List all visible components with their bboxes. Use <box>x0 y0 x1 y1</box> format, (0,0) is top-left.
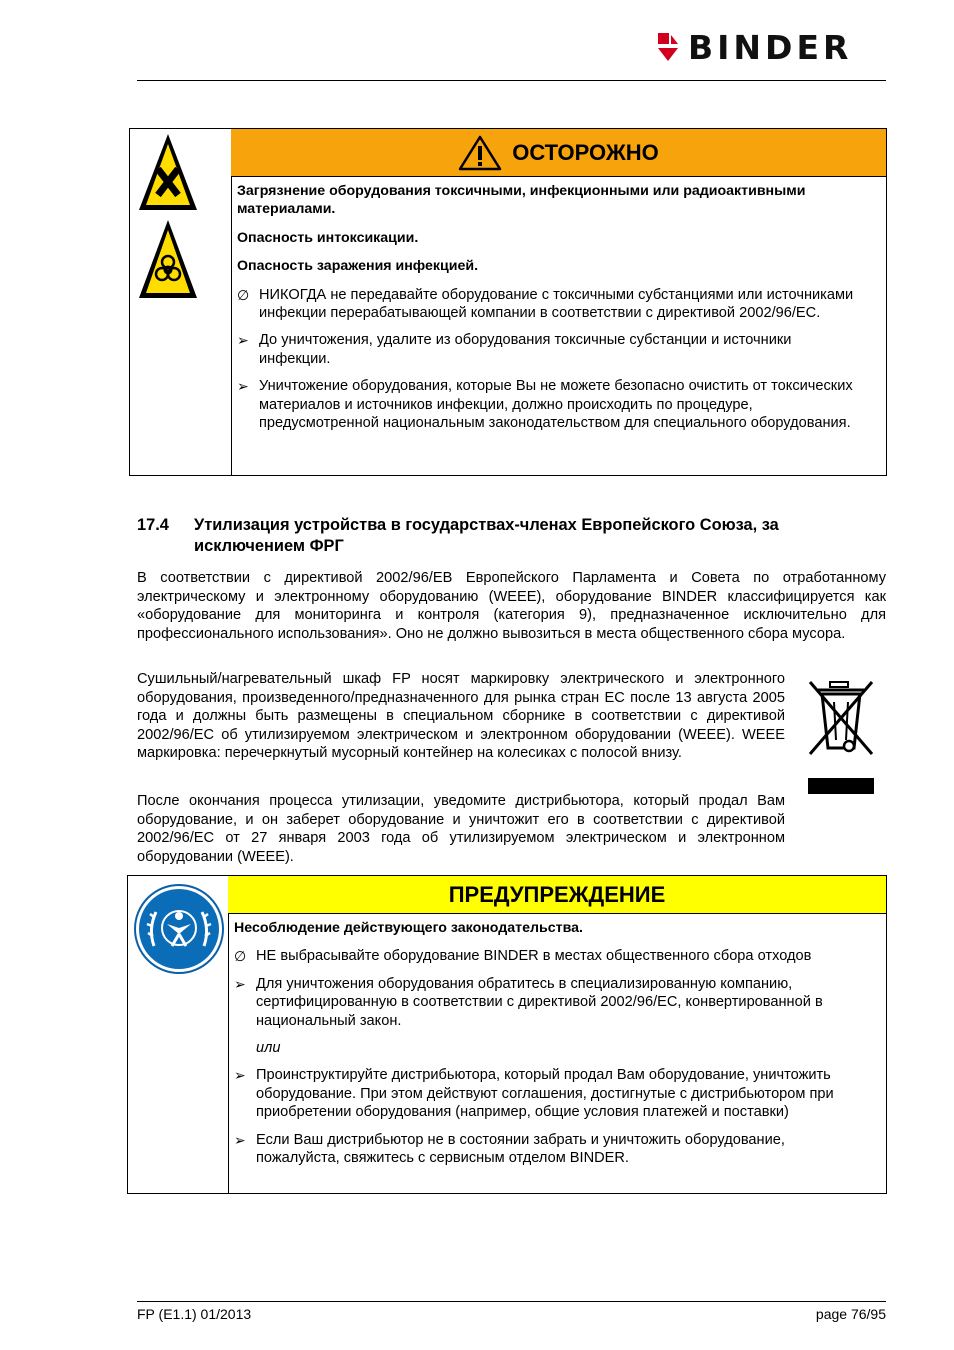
warning-label: ПРЕДУПРЕЖДЕНИЕ <box>448 881 666 907</box>
environmental-protection-icon <box>134 884 224 974</box>
warning-item-text: НЕ выбрасывайте оборудование BINDER в местах общественного сбора отходов <box>256 948 812 965</box>
arrow-bullet-icon: ➢ <box>234 975 246 992</box>
caution-banner <box>231 129 886 177</box>
footer-document-code: FP (E1.1) 01/2013 <box>137 1306 252 1322</box>
prohibited-symbol: ∅ <box>234 948 247 965</box>
arrow-bullet-icon: ➢ <box>237 378 249 395</box>
paragraph-distributor: После окончания процесса утилизации, уведомите дистрибьютора, который продал Вам оборудование, и он заберет оборудование и уничтожит его в соответствии с директивой 2002/96/ЕС от 27 января 2003 года об утилизируемом электрическом и электронном оборудовании (WEEE). <box>137 793 785 865</box>
warning-content <box>234 919 872 1176</box>
arrow-bullet-icon: ➢ <box>237 332 249 349</box>
caution-item-text: До уничтожения, удалите из оборудования токсичные субстанции и источники инфекции. <box>259 332 792 367</box>
warning-item-text: Проинструктируйте дистрибьютора, который продал Вам оборудование, уничтожить оборудование. При этом действуют соглашения, достигнутые с дистрибьютором при приобретении оборудования (например, общие условия платежей и поставки) <box>256 1067 834 1121</box>
caution-label: ОСТОРОЖНО <box>512 139 659 165</box>
binder-logo <box>656 30 852 66</box>
arrow-bullet-icon: ➢ <box>234 1067 246 1084</box>
caution-box <box>129 128 887 476</box>
warning-box <box>127 875 887 1194</box>
caution-item <box>237 331 856 368</box>
warning-triangle-icon <box>458 135 502 171</box>
footer-page-number: page 76/95 <box>815 1306 886 1322</box>
warning-item <box>234 947 872 965</box>
header-rule <box>137 80 886 81</box>
warning-item-text: Если Ваш дистрибьютор не в состоянии забрать и уничтожить оборудование, пожалуйста, свяжитесь с сервисным отделом BINDER. <box>256 1131 785 1167</box>
arrow-bullet-icon: ➢ <box>234 1131 246 1148</box>
section-title: Утилизация устройства в государствах-членах Европейского Союза, за исключением ФРГ <box>194 516 779 555</box>
prohibited-symbol: ∅ <box>237 286 250 303</box>
caution-item <box>237 377 856 432</box>
harmful-substance-warning-icon <box>137 132 199 212</box>
or-label: или <box>256 1040 281 1057</box>
warning-bold-line: Несоблюдение действующего законодательства. <box>234 920 583 936</box>
section-heading <box>137 515 886 557</box>
caution-bold-line: Загрязнение оборудования токсичными, инфекционными или радиоактивными материалами. <box>237 183 806 218</box>
caution-item-text: НИКОГДА не передавайте оборудование с токсичными субстанциями или источниками инфекции перерабатывающей компании в соответствии с директивой 2002/96/ЕС. <box>259 286 854 322</box>
paragraph-directive: В соответствии с директивой 2002/96/ЕВ Европейского Парламента и Совета по отработанному электрическому и электронному оборудованию (WEEE), оборудование BINDER классифицируется как «оборудование для мониторинга и контроля (категория 9), предназначенное исключительно для профессионального использования». Оно не должно вывозиться в места общественного сбора мусора. <box>137 570 886 642</box>
warning-item <box>234 1066 872 1121</box>
caution-item <box>237 286 856 323</box>
warning-icon-column <box>128 876 229 1193</box>
footer-rule <box>137 1301 886 1302</box>
caution-bold-line: Опасность заражения инфекцией. <box>237 258 479 275</box>
binder-logo-mark-icon <box>656 31 680 65</box>
crossed-out-wheelie-bin-icon <box>806 678 876 798</box>
brand-name: BINDER <box>688 28 853 67</box>
warning-item <box>234 975 872 1030</box>
section-number: 17.4 <box>137 516 169 534</box>
warning-item <box>234 1131 872 1168</box>
paragraph-marking: Сушильный/нагревательный шкаф FP носят маркировку электрического и электронного оборудования, произведенного/предназначенного для рынка стран ЕС после 13 августа 2005 года и должны быть размещены в специальном сборнике в соответствии с директивой 2002/96/ЕС об утилизируемом электрическом и электронном оборудовании (WEEE). WEEE маркировка: перечеркнутый мусорный контейнер на колесиках с полосой внизу. <box>137 671 785 762</box>
caution-bold-line: Опасность интоксикации. <box>237 229 419 246</box>
warning-banner <box>228 876 886 914</box>
biohazard-warning-icon <box>137 218 199 300</box>
caution-icon-column <box>130 129 232 475</box>
caution-content <box>237 182 856 441</box>
caution-item-text: Уничтожение оборудования, которые Вы не можете безопасно очистить от токсических материалов и источников инфекции, должно происходить по процедуре, предусмотренной национальным законодательством для специального оборудования. <box>259 378 853 432</box>
warning-item-text: Для уничтожения оборудования обратитесь в специализированную компанию, сертифицированную в соответствии с директивой 2002/96/ЕС, конвертированной в национальный закон. <box>256 975 823 1029</box>
